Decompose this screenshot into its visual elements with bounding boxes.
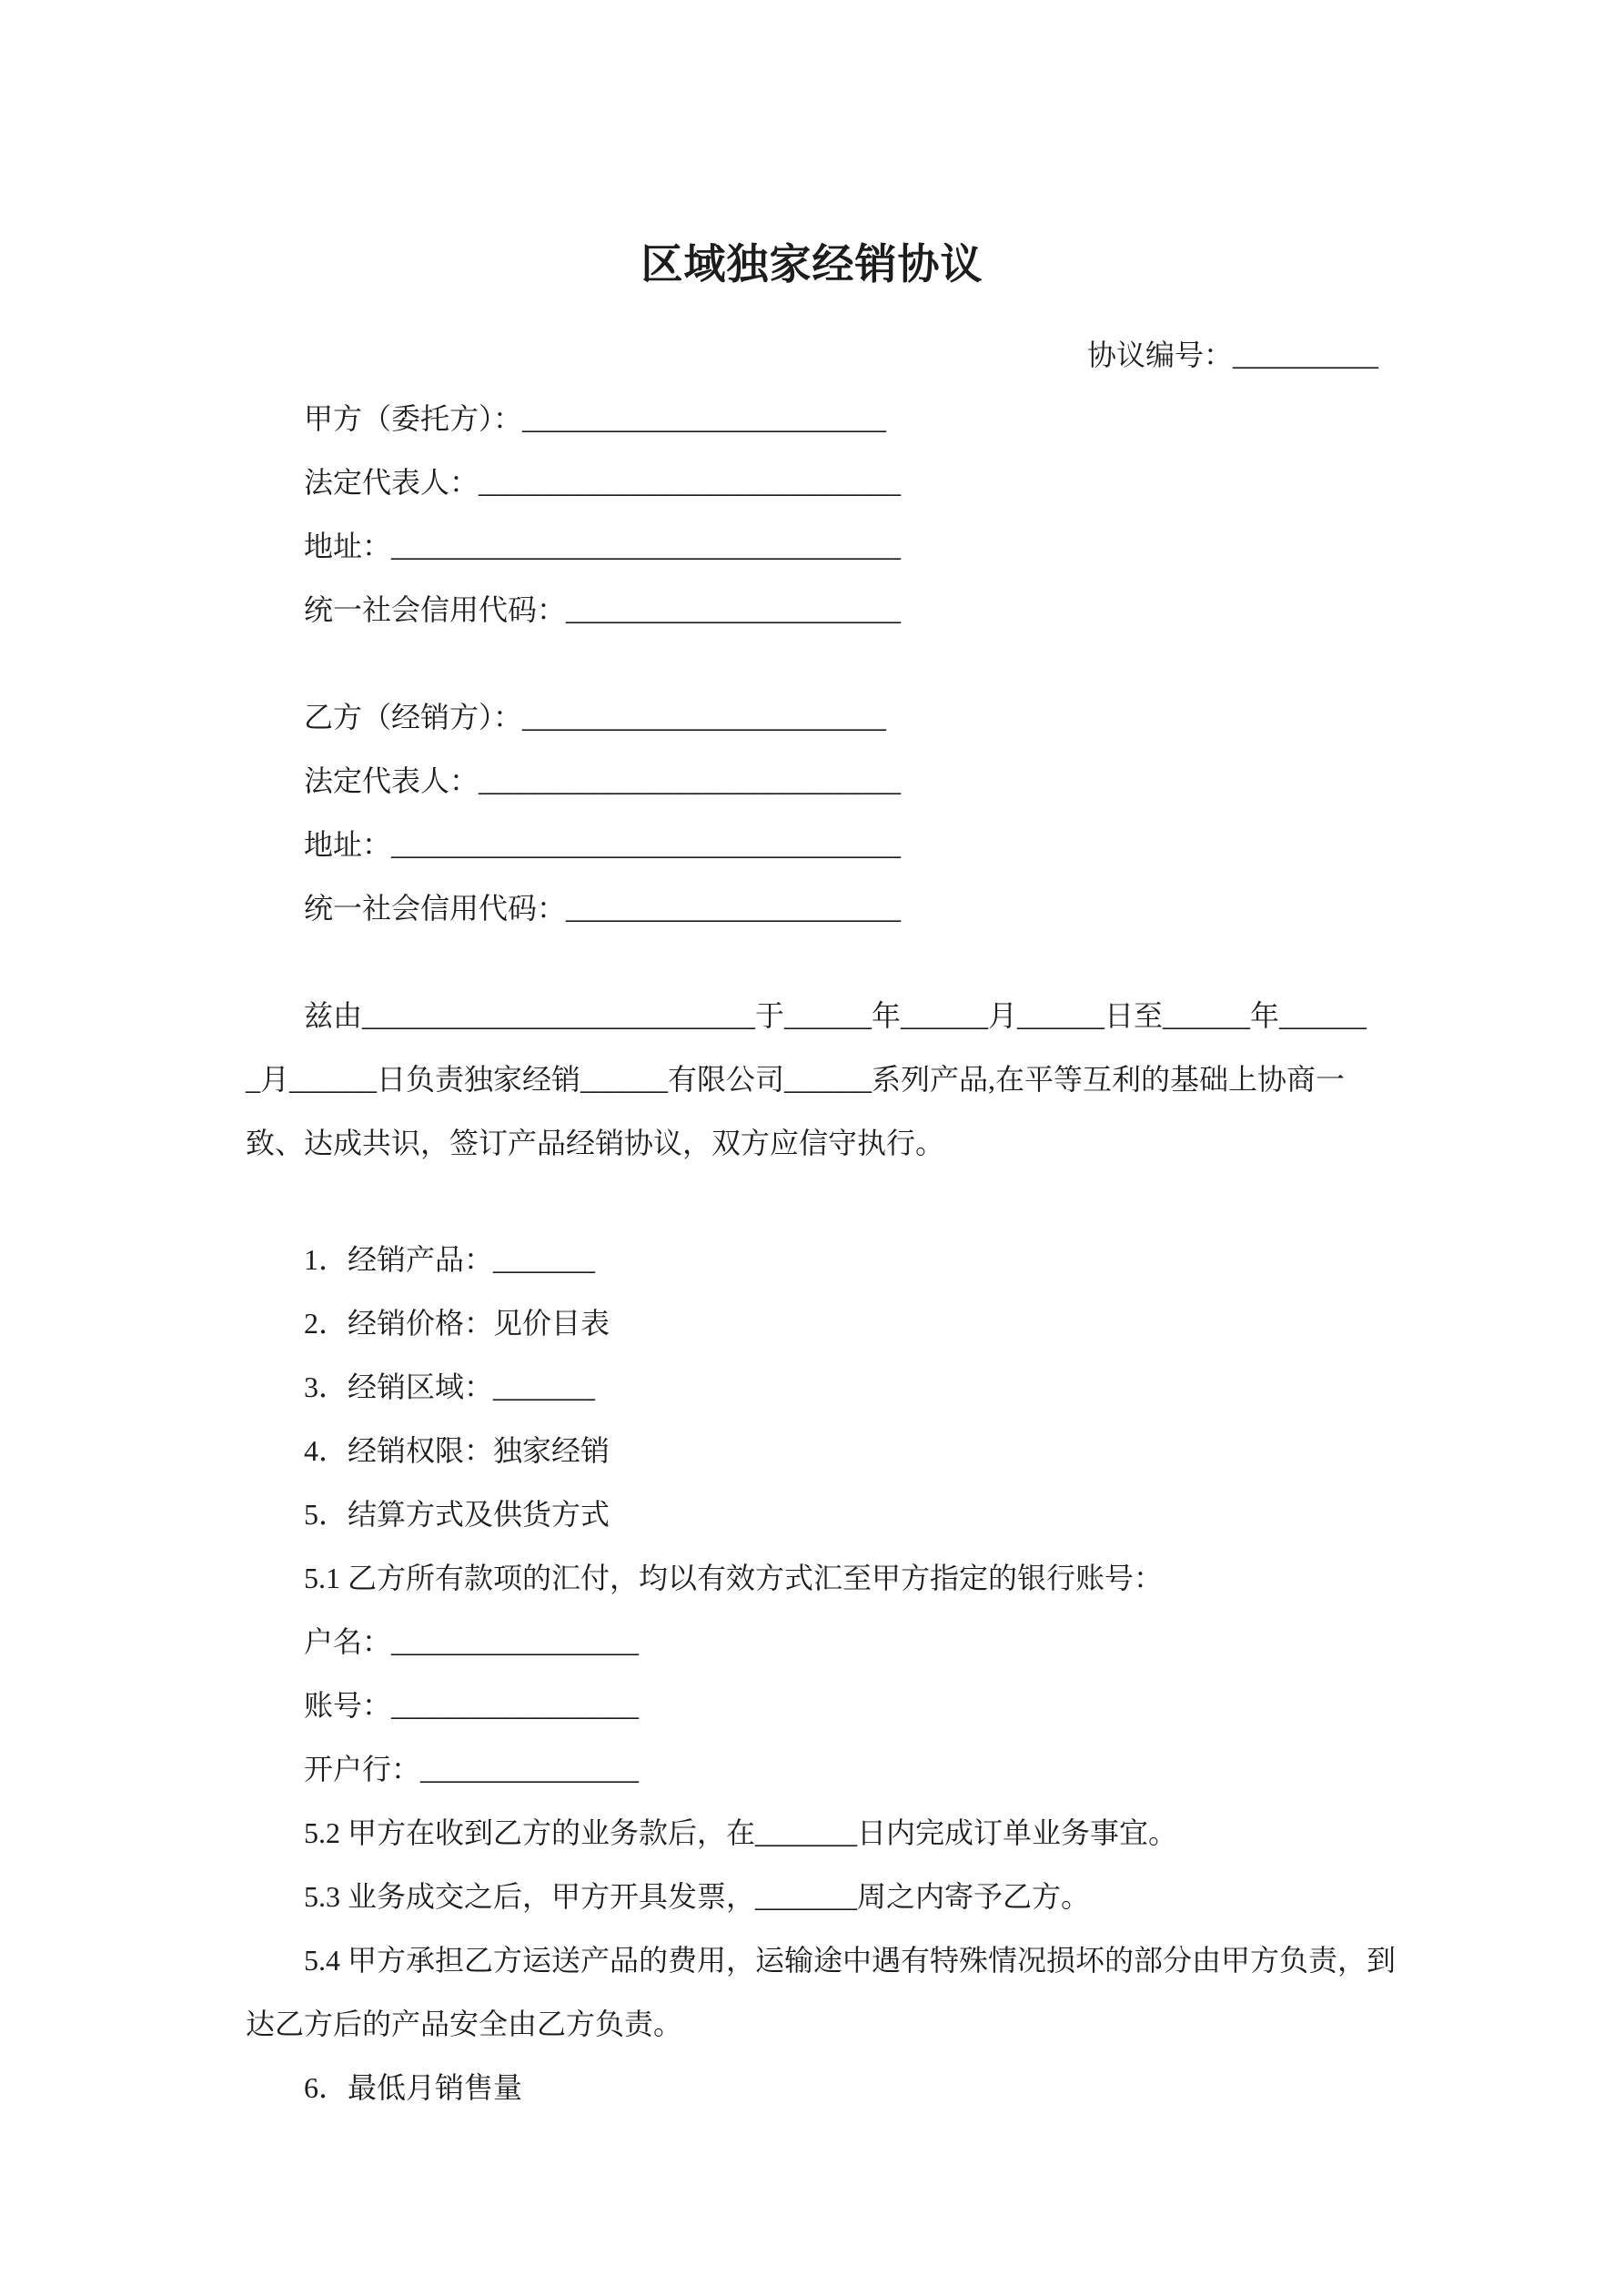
item-3-region-line: 3．经销区域：_______: [304, 1371, 596, 1403]
clause-5-4-continuation-line: 达乙方后的产品安全由乙方负责。: [246, 2008, 683, 2040]
agreement-no-line: 协议编号：__________: [1086, 339, 1378, 371]
intro-paragraph-line-3: 致、达成共识，签订产品经销协议，双方应信守执行。: [246, 1127, 945, 1159]
bank-branch-line: 开户行：_______________: [304, 1753, 640, 1785]
party-b-legal-rep-line: 法定代表人：_____________________________: [304, 764, 902, 797]
document-title: 区域独家经销协议: [641, 240, 983, 288]
party-a-name-line: 甲方（委托方）：_________________________: [304, 402, 887, 435]
clause-5-3-line: 5.3 业务成交之后，甲方开具发票，_______周之内寄予乙方。: [304, 1880, 1091, 1913]
party-b-uscc-line: 统一社会信用代码：_______________________: [304, 892, 902, 925]
clause-5-1-line: 5.1 乙方所有款项的汇付，均以有效方式汇至甲方指定的银行账号：: [304, 1562, 1164, 1594]
item-6-min-sales-line: 6．最低月销售量: [304, 2071, 523, 2104]
party-a-uscc-line: 统一社会信用代码：_______________________: [304, 593, 902, 626]
party-a-address-line: 地址：___________________________________: [304, 530, 902, 562]
item-1-product-line: 1．经销产品：_______: [304, 1243, 596, 1276]
item-5-settlement-line: 5．结算方式及供货方式: [304, 1498, 610, 1531]
item-2-price-line: 2．经销价格：见价目表: [304, 1307, 610, 1340]
party-a-legal-rep-line: 法定代表人：_____________________________: [304, 466, 902, 499]
party-b-address-line: 地址：___________________________________: [304, 828, 902, 861]
party-b-name-line: 乙方（经销方）：_________________________: [304, 701, 887, 733]
item-4-rights-line: 4．经销权限：独家经销: [304, 1434, 610, 1467]
clause-5-2-line: 5.2 甲方在收到乙方的业务款后，在_______日内完成订单业务事宜。: [304, 1816, 1178, 1849]
account-name-line: 户名：_________________: [304, 1625, 640, 1658]
intro-paragraph-line-2: _月______日负责独家经销______有限公司______系列产品,在平等互利的基础上协商一: [246, 1063, 1346, 1096]
account-number-line: 账号：_________________: [304, 1689, 640, 1722]
clause-5-4-line: 5.4 甲方承担乙方运送产品的费用，运输途中遇有特殊情况损坏的部分由甲方负责，到: [304, 1944, 1397, 1977]
intro-paragraph-line-1: 兹由___________________________于______年______月______日至______年______: [304, 999, 1367, 1032]
